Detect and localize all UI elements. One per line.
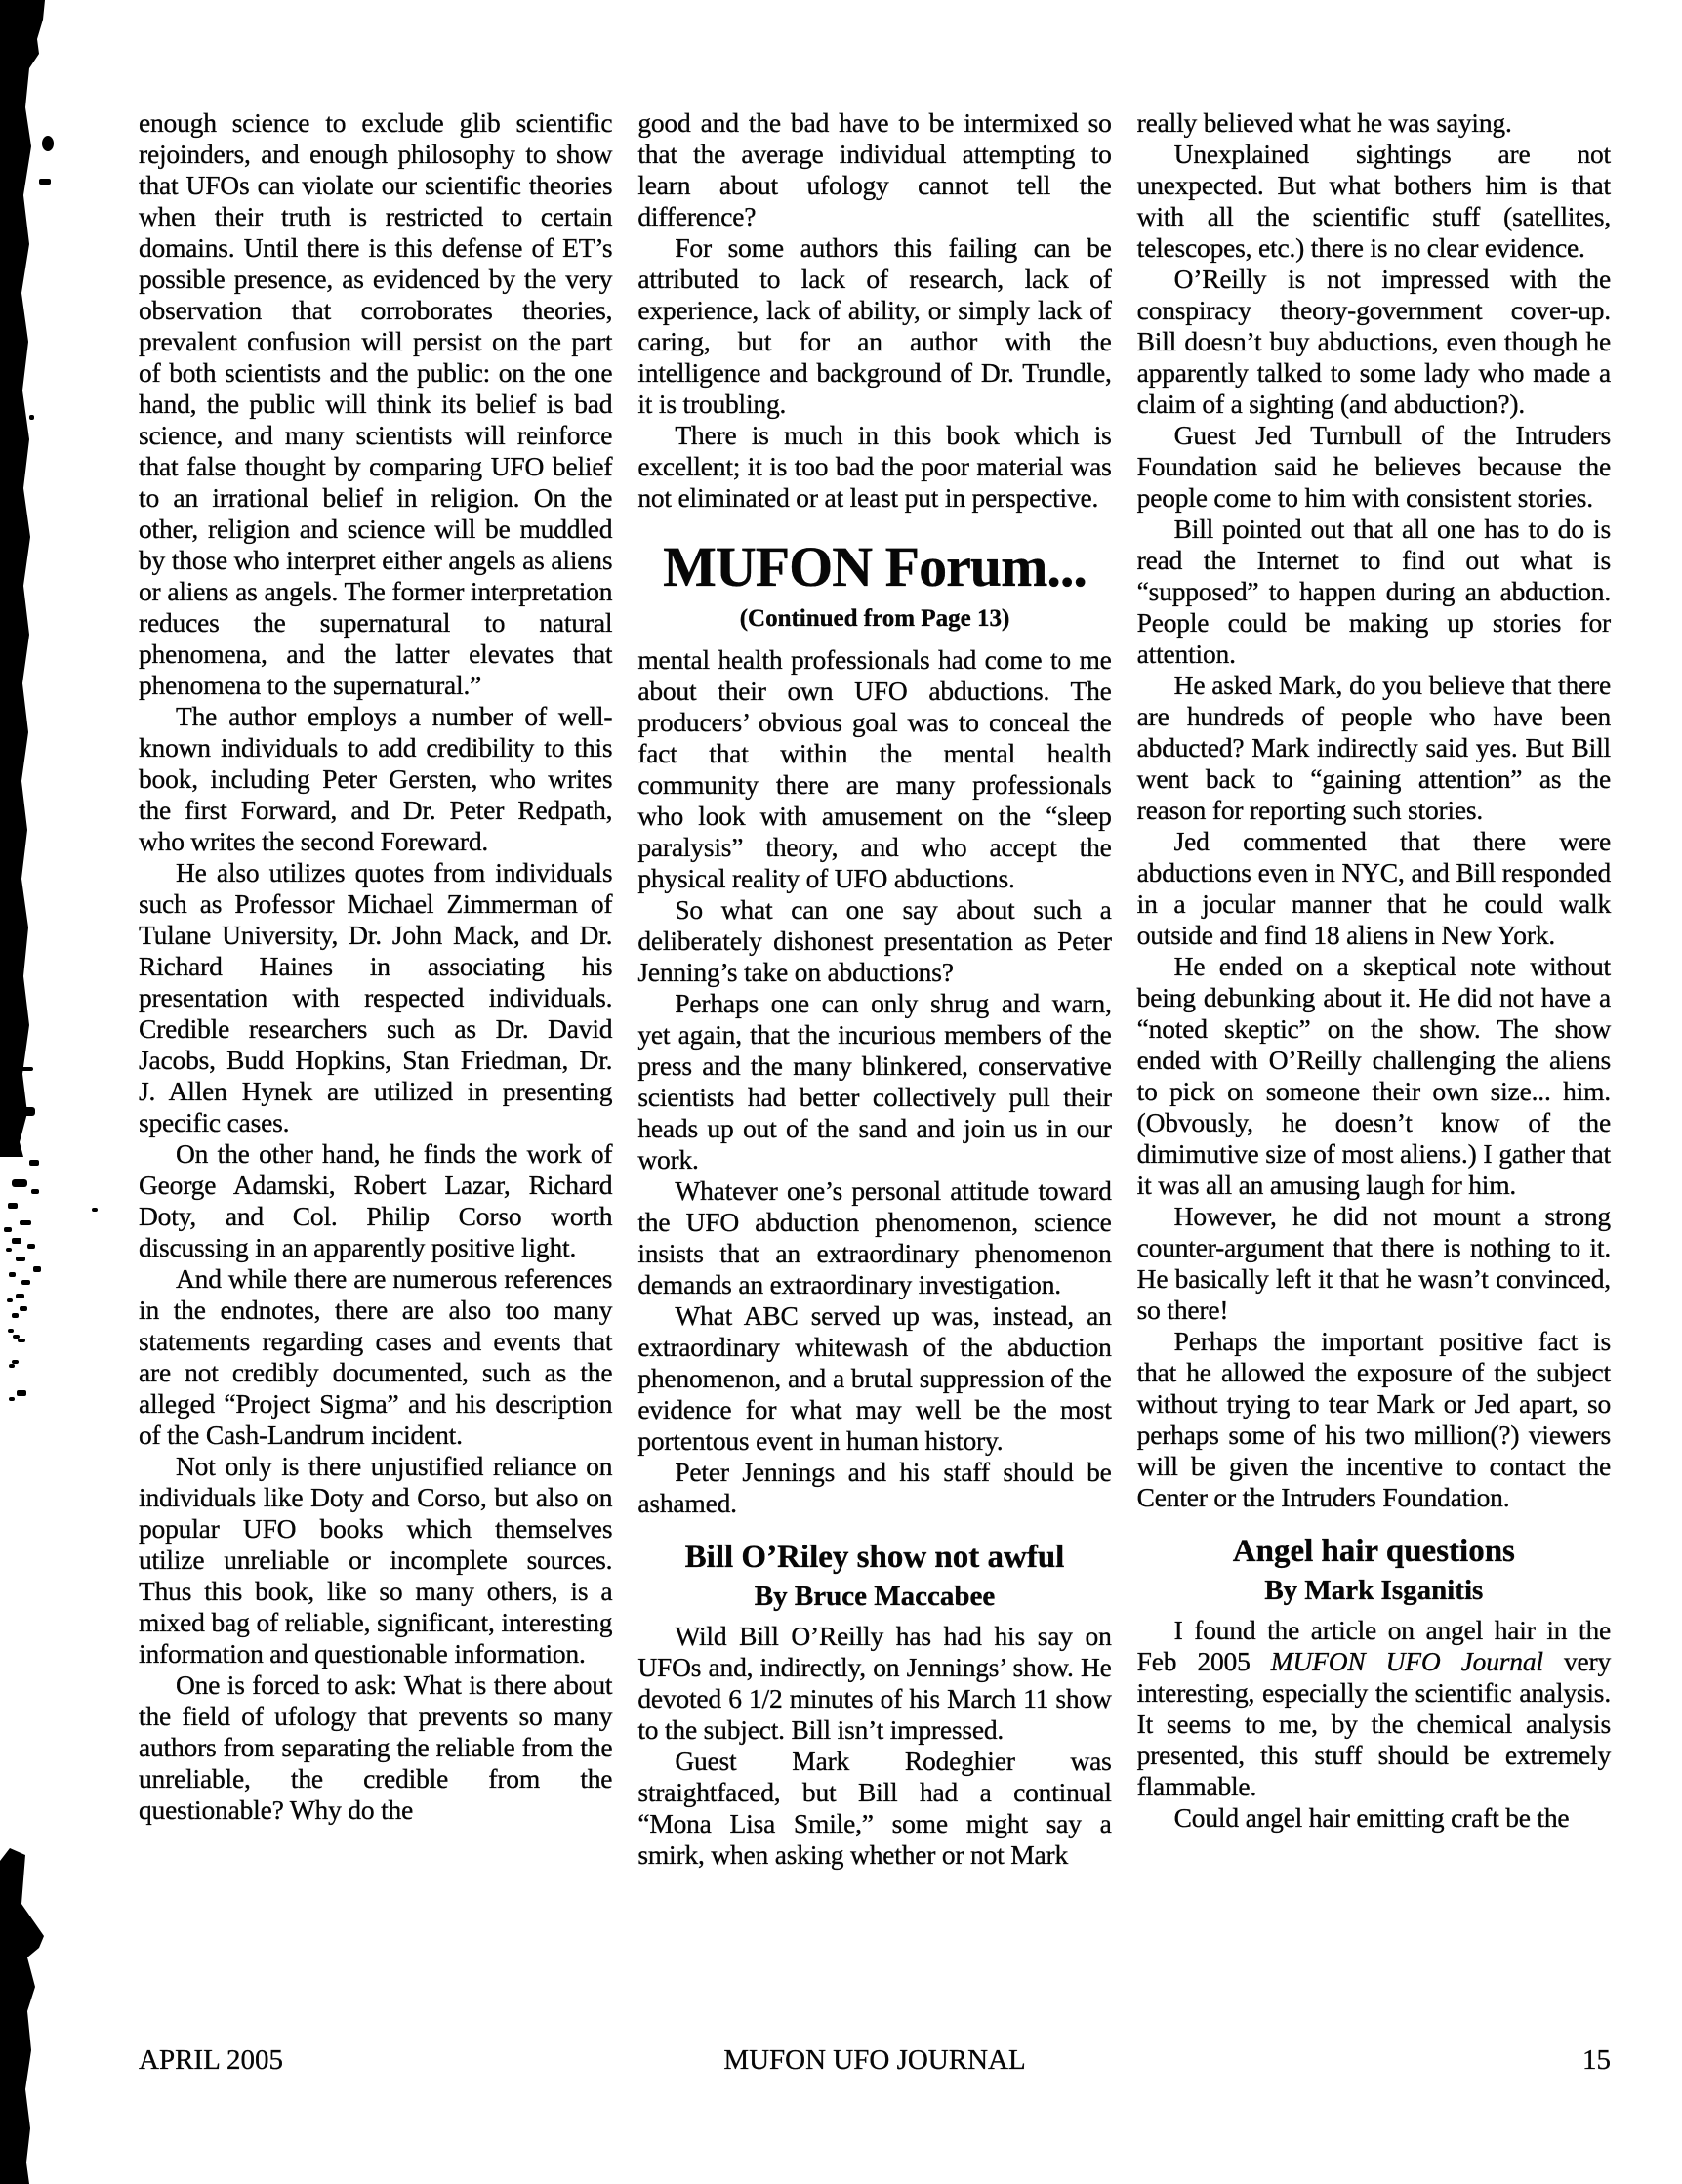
page-number: 15 xyxy=(1582,2044,1611,2076)
paragraph: Perhaps the important positive fact is that he allowed the exposure of the subject without trying to tear Mark or Jed apart, so perhaps some of his two million(?) viewers will be given the incentive to contact the Center or the Intruders Foundation. xyxy=(1136,1326,1611,1512)
paragraph xyxy=(1137,1615,1611,1802)
article-title: Bill O’Riley show not awful xyxy=(684,1540,1065,1575)
paragraph: really believed what he was saying. xyxy=(1136,107,1512,138)
paragraph: Peter Jennings and his staff should be ashamed. xyxy=(637,1457,1112,1518)
paragraph: The author employs a number of well-known individuals to add credibility to this book, including Peter Gersten, who writes the first Forward, and Dr. Peter Redpath, who writes the second Foreward. xyxy=(139,701,613,856)
article-columns xyxy=(139,107,1611,1871)
italic-text-run: MUFON UFO Journal xyxy=(1270,1646,1543,1676)
paragraph: Perhaps one can only shrug and warn, yet again, that the incurious members of the press and the many blinkered, conservative scientists had better collectively pull their heads up out of the sand and join us in our work. xyxy=(637,988,1112,1174)
paragraph: For some authors this failing can be attributed to lack of research, lack of experience, lack of ability, or simply lack of caring, but for an author with the intelligence and background of Dr. Trundle, it is troubling. xyxy=(637,232,1112,419)
paragraph: He also utilizes quotes from individuals such as Professor Michael Zimmerman of Tulane University, Dr. John Mack, and Dr. Richard Haines in associating his presentation with respected individuals. Credible researchers such as Dr. David Jacobs, Budd Hopkins, Stan Friedman, Dr. J. Allen Hynek are utilized in presenting specific cases. xyxy=(139,857,613,1137)
paragraph: good and the bad have to be intermixed so that the average individual attempting to learn about ufology cannot tell the difference? xyxy=(637,107,1112,231)
byline: By Bruce Maccabee xyxy=(754,1581,996,1612)
paragraph: What ABC served up was, instead, an extraordinary whitewash of the abduction phenomenon, and a brutal suppression of the evidence for what may well be the most portentous event in human history. xyxy=(637,1300,1112,1456)
article-title: Angel hair questions xyxy=(1232,1534,1515,1569)
paragraph: He ended on a skeptical note without being debunking about it. He did not have a “noted skeptic” on the show. The show ended with O’Reilly challenging the aliens to pick on someone their own size... him. (Obvously, he doesn’t know of the dimimutive size of most aliens.) I gather that it was all an amusing laugh for him. xyxy=(1136,951,1611,1200)
paragraph: Whatever one’s personal attitude toward the UFO abduction phenomenon, science insists that an extraordinary phenomenon demands an extraordinary investigation. xyxy=(637,1175,1112,1299)
paragraph: Wild Bill O’Reilly has had his say on UFOs and, indirectly, on Jennings’ show. He devoted 6 1/2 minutes of his March 11 show to the subject. Bill isn’t impressed. xyxy=(637,1621,1112,1745)
paragraph: Jed commented that there were abductions even in NYC, and Bill responded in a jocular manner that he could walk outside and find 18 aliens in New York. xyxy=(1136,826,1611,950)
paragraph: He asked Mark, do you believe that there are hundreds of people who have been abducted? Mark indirectly said yes. But Bill went back to “gaining attention” as the reason for reporting such stories. xyxy=(1136,670,1611,825)
column-3 xyxy=(1137,107,1611,1871)
column-1 xyxy=(139,107,612,1871)
section-title: MUFON Forum... xyxy=(663,535,1087,598)
scan-edge-artifact xyxy=(0,0,127,2184)
paragraph: enough science to exclude glib scientific rejoinders, and enough philosophy to show that UFOs can violate our scientific theories when their truth is restricted to certain domains. Until there is this defense of ET’s possible presence, as evidenced by the very observation that corroborates theories, prevalent confusion will persist on the part of both scientists and the public: on the one hand, the public will think its belief is bad science, and many scientists will reinforce that false thought by comparing UFO belief to an irrational belief in religion. On the other, religion and science will be muddled by those who interpret either angels as aliens or aliens as angels. The former interpretation reduces the supernatural to natural phenomena, and the latter elevates that phenomena to the supernatural.” xyxy=(139,107,613,700)
paragraph: However, he did not mount a strong counter-argument that there is nothing to it. He basically left it that he wasn’t convinced, so there! xyxy=(1136,1201,1611,1325)
text-run: I found the article on angel hair in the Feb 2005 xyxy=(1136,1615,1611,1676)
paragraph: So what can one say about such a deliberately dishonest presentation as Peter Jenning’s take on abductions? xyxy=(637,894,1112,987)
paragraph: One is forced to ask: What is there about the field of ufology that prevents so many authors from separating the reliable from the unreliable, the credible from the questionable? Why do the xyxy=(139,1669,613,1825)
paragraph: Unexplained sightings are not unexpected. But what bothers him is that with all the scientific stuff (satellites, telescopes, etc.) there is no clear evidence. xyxy=(1136,139,1611,263)
paragraph: Guest Mark Rodeghier was straightfaced, but Bill had a continual “Mona Lisa Smile,” some might say a smirk, when asking whether or not Mark xyxy=(637,1746,1112,1870)
paragraph: mental health professionals had come to me about their own UFO abductions. The producers’ obvious goal was to conceal the fact that within the mental health community there are many professionals who look with amusement on the “sleep paralysis” theory, and who accept the physical reality of UFO abductions. xyxy=(637,644,1112,893)
paragraph: There is much in this book which is excellent; it is too bad the poor material was not eliminated or at least put in perspective. xyxy=(637,420,1112,513)
page-footer xyxy=(139,2044,1611,2083)
paragraph: And while there are numerous references in the endnotes, there are also too many statements regarding cases and events that are not credibly documented, such as the alleged “Project Sigma” and his description of the Cash-Landrum incident. xyxy=(139,1263,613,1450)
column-2 xyxy=(637,107,1111,1871)
paragraph: Could angel hair emitting craft be the xyxy=(1173,1802,1570,1833)
paragraph: On the other hand, he finds the work of George Adamski, Robert Lazar, Richard Doty, and Col. Philip Corso worth discussing in an apparently positive light. xyxy=(139,1138,613,1262)
paragraph: Not only is there unjustified reliance on individuals like Doty and Corso, but also on popular UFO books which themselves utilize unreliable or incomplete sources. Thus this book, like so many others, is a mixed bag of reliable, significant, interesting information and questionable information. xyxy=(139,1451,613,1669)
text-run: very interesting, especially the scientific analysis. It seems to me, by the chemical analysis presented, this stuff should be extremely flammable. xyxy=(1136,1646,1612,1801)
paragraph: Bill pointed out that all one has to do is read the Internet to find out what is “supposed” to happen during an abduction. People could be making up stories for attention. xyxy=(1136,514,1611,669)
continued-from-note: (Continued from Page 13) xyxy=(739,605,1010,632)
footer-issue-date: APRIL 2005 xyxy=(139,2044,283,2076)
byline: By Mark Isganitis xyxy=(1264,1575,1484,1606)
paragraph: O’Reilly is not impressed with the conspiracy theory-government cover-up. Bill doesn’t buy abductions, even though he apparently talked to some lady who made a claim of a sighting (and abduction?). xyxy=(1136,264,1611,419)
paragraph: Guest Jed Turnbull of the Intruders Foundation said he believes because the people come to him with consistent stories. xyxy=(1136,420,1611,513)
footer-journal-title: MUFON UFO JOURNAL xyxy=(723,2044,1026,2076)
